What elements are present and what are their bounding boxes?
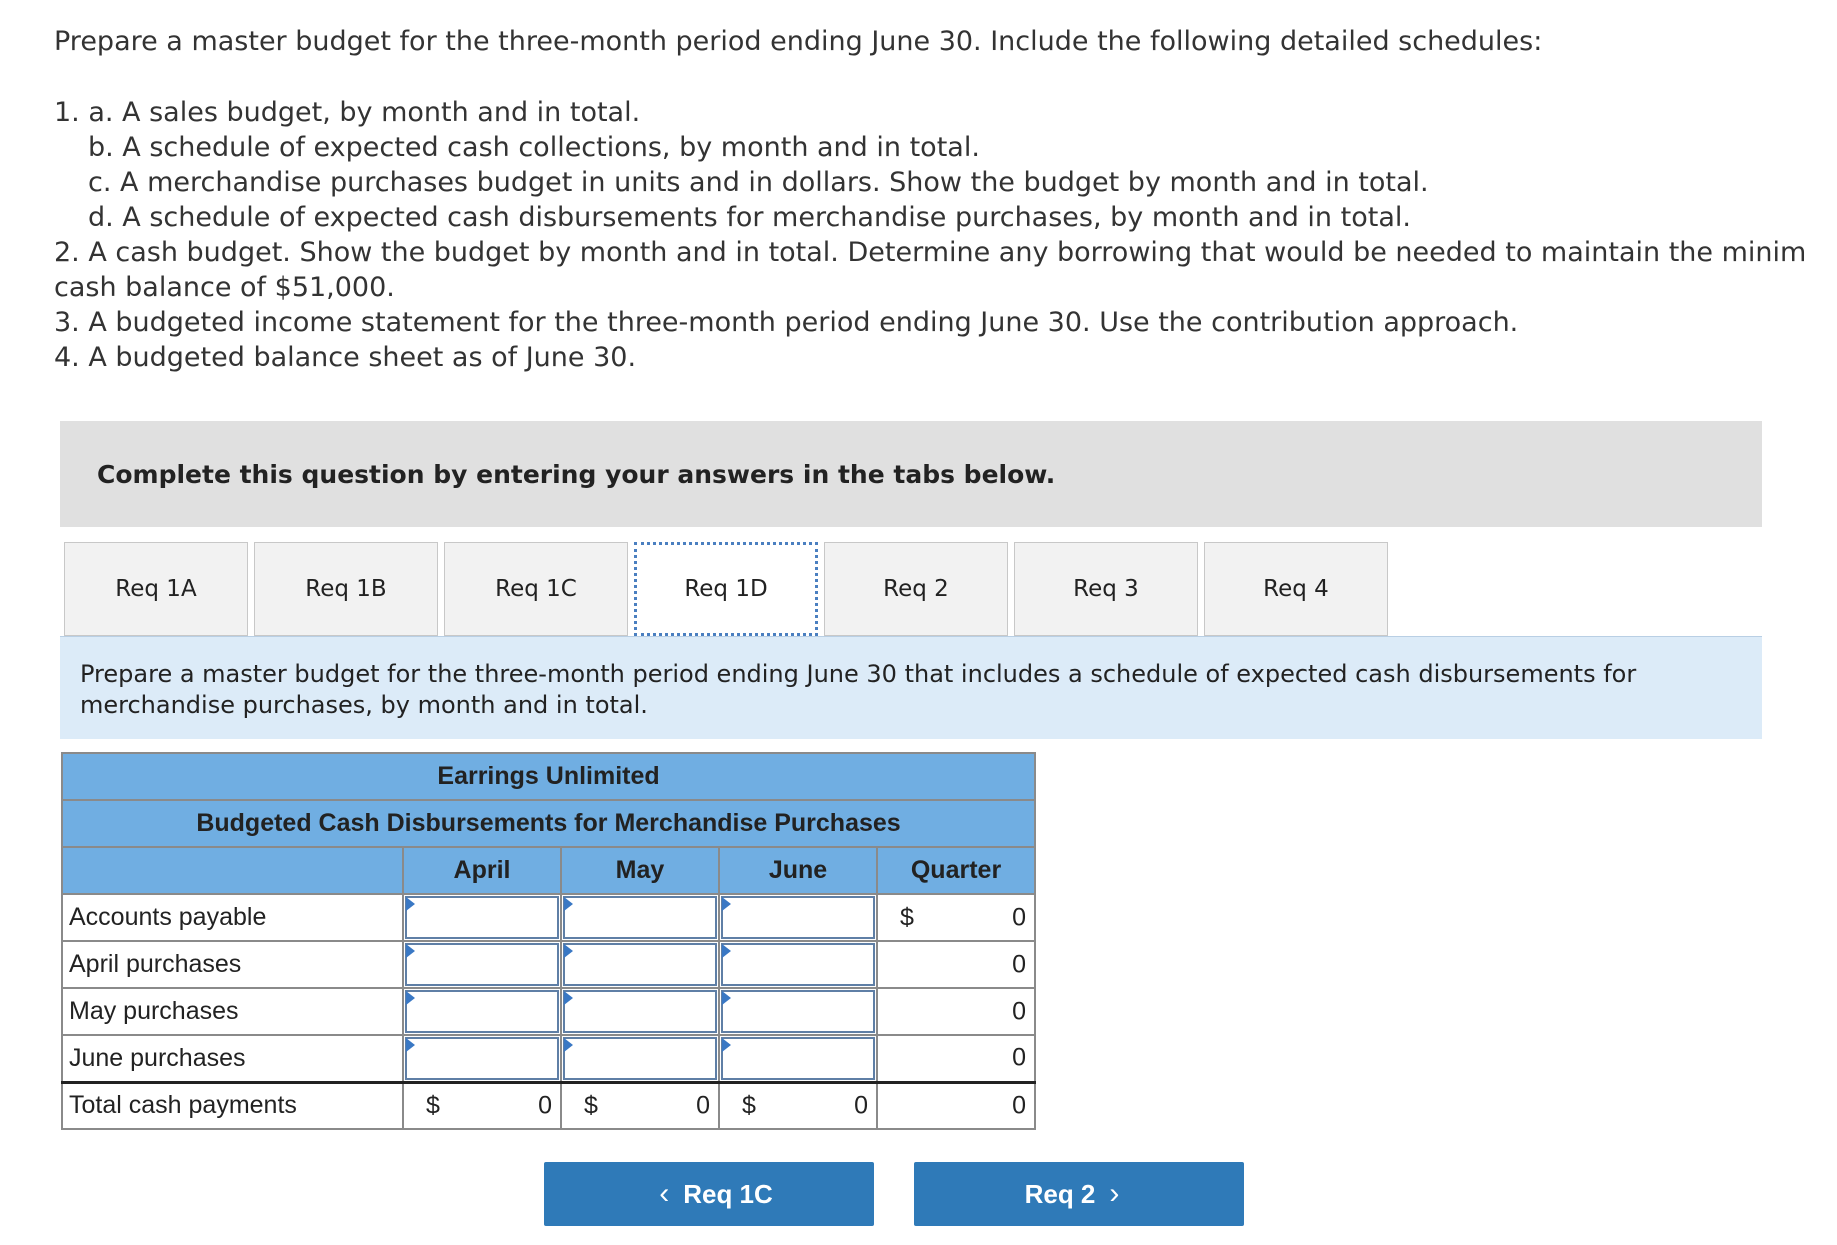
june-purchases-april-input[interactable] [403,1035,561,1082]
quarter-value: 0 [1012,903,1027,931]
may-purchases-may-input[interactable] [561,988,719,1035]
item-1b: b. A schedule of expected cash collections, by month and in total. [88,132,980,163]
accounts-payable-quarter [877,894,1035,941]
tab-req-1a[interactable]: Req 1A [64,542,248,636]
input-marker-icon [564,1038,573,1052]
accounts-payable-june-input[interactable] [719,894,877,941]
currency-symbol: $ [900,903,914,931]
chevron-left-icon: ‹ [659,1177,670,1210]
june-purchases-quarter [877,1035,1035,1082]
total-quarter [877,1082,1035,1129]
tab-req-1b[interactable]: Req 1B [254,542,438,636]
item-1c: c. A merchandise purchases budget in units and in dollars. Show the budget by month and in total. [88,167,1429,198]
currency-symbol: $ [742,1091,756,1120]
may-purchases-quarter [877,988,1035,1035]
table-row [62,894,1035,941]
row-label: May purchases [62,988,403,1035]
column-june: June [719,847,877,894]
tab-req-1c[interactable]: Req 1C [444,542,628,636]
tab-instruction [60,637,1762,739]
input-marker-icon [406,991,415,1005]
column-may: May [561,847,719,894]
tab-instruction-text: Prepare a master budget for the three-month period ending June 30 that includes a schedule of expected cash disbursements for merchandise purchases, by month and in total. [80,660,1637,719]
may-purchases-june-input[interactable] [719,988,877,1035]
april-purchases-april-input[interactable] [403,941,561,988]
quarter-value: 0 [1012,1043,1027,1072]
tab-req-4[interactable]: Req 4 [1204,542,1388,636]
april-purchases-quarter [877,941,1035,988]
tab-req-1d[interactable]: Req 1D [634,542,818,636]
item-1d: d. A schedule of expected cash disbursements for merchandise purchases, by month and in total. [88,202,1411,233]
row-label: April purchases [62,941,403,988]
june-purchases-june-input[interactable] [719,1035,877,1082]
total-june-value: 0 [854,1091,868,1120]
input-marker-icon [722,991,731,1005]
input-marker-icon [564,944,573,958]
total-april [403,1082,561,1129]
currency-symbol: $ [584,1091,598,1120]
total-row [62,1082,1035,1129]
schedule-title: Budgeted Cash Disbursements for Merchandise Purchases [62,800,1035,847]
item-3: 3. A budgeted income statement for the three-month period ending June 30. Use the contribution approach. [54,307,1519,338]
item-2: 2. A cash budget. Show the budget by month and in total. Determine any borrowing that would be needed to maintain the minim [54,237,1807,268]
accounts-payable-may-input[interactable] [561,894,719,941]
company-name: Earrings Unlimited [62,753,1035,800]
quarter-value: 0 [1012,950,1027,978]
june-purchases-may-input[interactable] [561,1035,719,1082]
cash-disbursements-table [61,752,1036,1130]
row-label: June purchases [62,1035,403,1082]
table-row [62,988,1035,1035]
item-1a: 1. a. A sales budget, by month and in total. [54,97,641,128]
intro-text: Prepare a master budget for the three-month period ending June 30. Include the following detailed schedules: [54,26,1543,57]
accounts-payable-april-input[interactable] [403,894,561,941]
total-quarter-value: 0 [1012,1091,1027,1120]
tab-req-2[interactable]: Req 2 [824,542,1008,636]
input-marker-icon [406,944,415,958]
chevron-right-icon: › [1109,1177,1120,1210]
question-text [54,24,1837,375]
input-marker-icon [722,897,731,911]
prev-req-label: Req 1C [683,1178,773,1209]
next-req-label: Req 2 [1024,1178,1096,1209]
total-june [719,1082,877,1129]
column-april: April [403,847,561,894]
quarter-value: 0 [1012,997,1027,1025]
input-marker-icon [564,897,573,911]
total-label: Total cash payments [62,1082,403,1129]
total-may [561,1082,719,1129]
input-marker-icon [722,944,731,958]
may-purchases-april-input[interactable] [403,988,561,1035]
input-marker-icon [406,1038,415,1052]
input-marker-icon [406,897,415,911]
instruction-banner [60,421,1762,527]
row-label: Accounts payable [62,894,403,941]
item-2-cont: cash balance of $51,000. [54,272,395,303]
input-marker-icon [564,991,573,1005]
currency-symbol: $ [426,1091,440,1120]
header-blank [62,847,403,894]
column-quarter: Quarter [877,847,1035,894]
banner-text: Complete this question by entering your answers in the tabs below. [97,459,1056,489]
april-purchases-june-input[interactable] [719,941,877,988]
total-may-value: 0 [696,1091,710,1120]
input-marker-icon [722,1038,731,1052]
tab-req-3[interactable]: Req 3 [1014,542,1198,636]
april-purchases-may-input[interactable] [561,941,719,988]
table-row [62,1035,1035,1082]
item-4: 4. A budgeted balance sheet as of June 30. [54,342,637,373]
total-april-value: 0 [538,1091,552,1120]
next-req-button[interactable] [914,1162,1244,1226]
table-row [62,941,1035,988]
prev-req-button[interactable] [544,1162,874,1226]
